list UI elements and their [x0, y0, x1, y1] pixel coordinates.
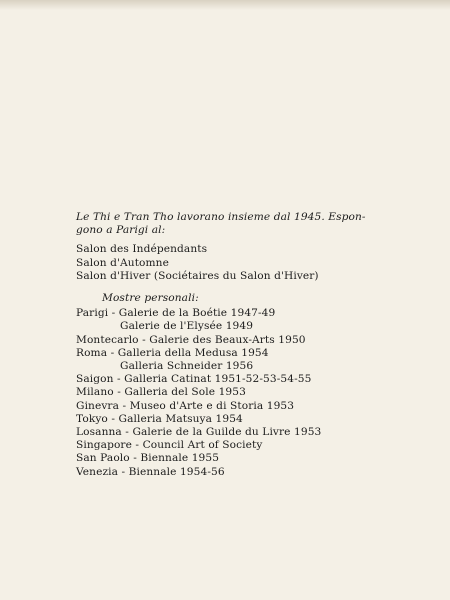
exhibition-item: Milano - Galleria del Sole 1953 — [76, 386, 246, 399]
salon-item: Salon d'Hiver (Sociétaires du Salon d'Hiver) — [76, 269, 319, 282]
exhibition-item: Galerie de l'Elysée 1949 — [120, 320, 254, 333]
personal-exhibitions-heading: Mostre personali: — [102, 292, 199, 305]
exhibition-list — [76, 307, 436, 479]
exhibition-item: Parigi - Galerie de la Boétie 1947-49 — [76, 307, 276, 320]
page-top-edge — [0, 0, 450, 10]
exhibition-item: Roma - Galleria della Medusa 1954 — [76, 346, 269, 359]
intro-line-2: gono a Parigi al: — [76, 224, 166, 237]
page-text-block — [76, 211, 436, 479]
exhibition-item: San Paolo - Biennale 1955 — [76, 452, 220, 465]
exhibition-item: Venezia - Biennale 1954-56 — [76, 465, 225, 478]
exhibition-item: Tokyo - Galleria Matsuya 1954 — [76, 412, 243, 425]
exhibition-item: Saigon - Galleria Catinat 1951-52-53-54-55 — [76, 373, 312, 386]
intro-paragraph — [76, 211, 436, 237]
exhibition-item: Losanna - Galerie de la Guilde du Livre 1953 — [76, 426, 322, 439]
exhibition-item: Galleria Schneider 1956 — [120, 360, 254, 373]
salon-item: Salon d'Automne — [76, 256, 169, 269]
exhibition-item: Ginevra - Museo d'Arte e di Storia 1953 — [76, 399, 295, 412]
intro-line-1: Le Thi e Tran Tho lavorano insieme dal 1945. Espon- — [76, 211, 366, 223]
salon-list — [76, 243, 436, 283]
salon-item: Salon des Indépendants — [76, 243, 208, 256]
exhibition-item: Singapore - Council Art of Society — [76, 439, 263, 452]
exhibition-item: Montecarlo - Galerie des Beaux-Arts 1950 — [76, 333, 306, 346]
